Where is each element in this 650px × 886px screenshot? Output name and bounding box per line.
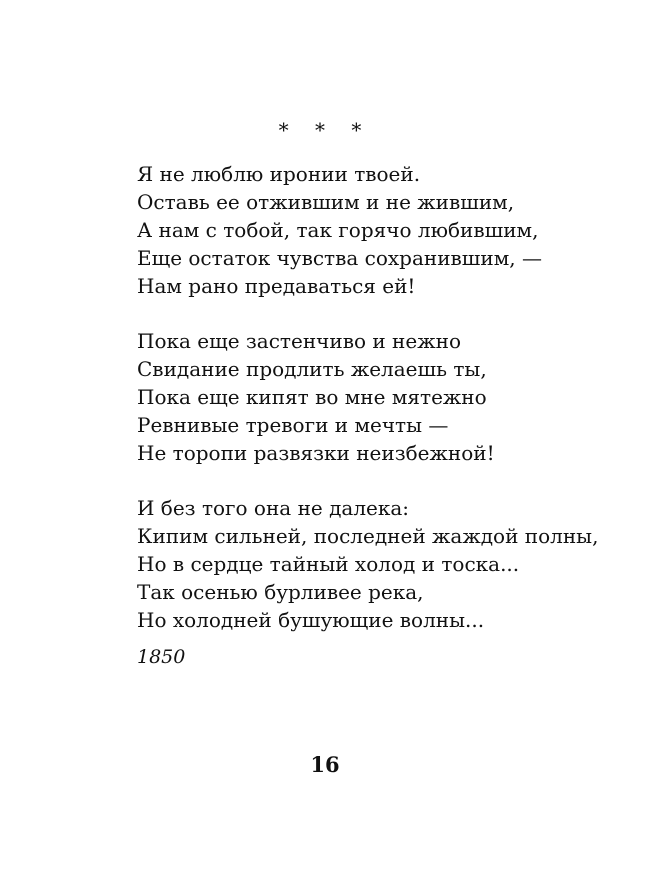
poem-line: Я не люблю иронии твоей.	[137, 162, 421, 186]
poem-line: Но холодней бушующие волны...	[137, 608, 485, 632]
stanza-1	[137, 160, 637, 300]
poem-line: Не торопи развязки неизбежной!	[137, 441, 495, 465]
poem-year: 1850	[137, 646, 186, 668]
poem-line: Пока еще кипят во мне мятежно	[137, 385, 487, 409]
stanza-2	[137, 327, 637, 467]
poem-line: Еще остаток чувства сохранившим, —	[137, 246, 542, 270]
poem-line: И без того она не далека:	[137, 496, 410, 520]
poem-line: Так осенью бурливее река,	[137, 580, 424, 604]
poem-line: Но в сердце тайный холод и тоска...	[137, 552, 520, 576]
section-ornament: * * *	[278, 118, 372, 142]
page-number: 16	[310, 752, 340, 777]
poem-line: Нам рано предаваться ей!	[137, 274, 416, 298]
poem-line: Свидание продлить желаешь ты,	[137, 357, 487, 381]
poem-line: Оставь ее отжившим и не жившим,	[137, 190, 515, 214]
poem-line: Пока еще застенчиво и нежно	[137, 329, 461, 353]
poem-line: Ревнивые тревоги и мечты —	[137, 413, 449, 437]
poem-line: Кипим сильней, последней жаждой полны,	[137, 524, 599, 548]
stanza-3	[137, 494, 637, 634]
poem-line: А нам с тобой, так горячо любившим,	[137, 218, 539, 242]
poem	[137, 160, 637, 670]
